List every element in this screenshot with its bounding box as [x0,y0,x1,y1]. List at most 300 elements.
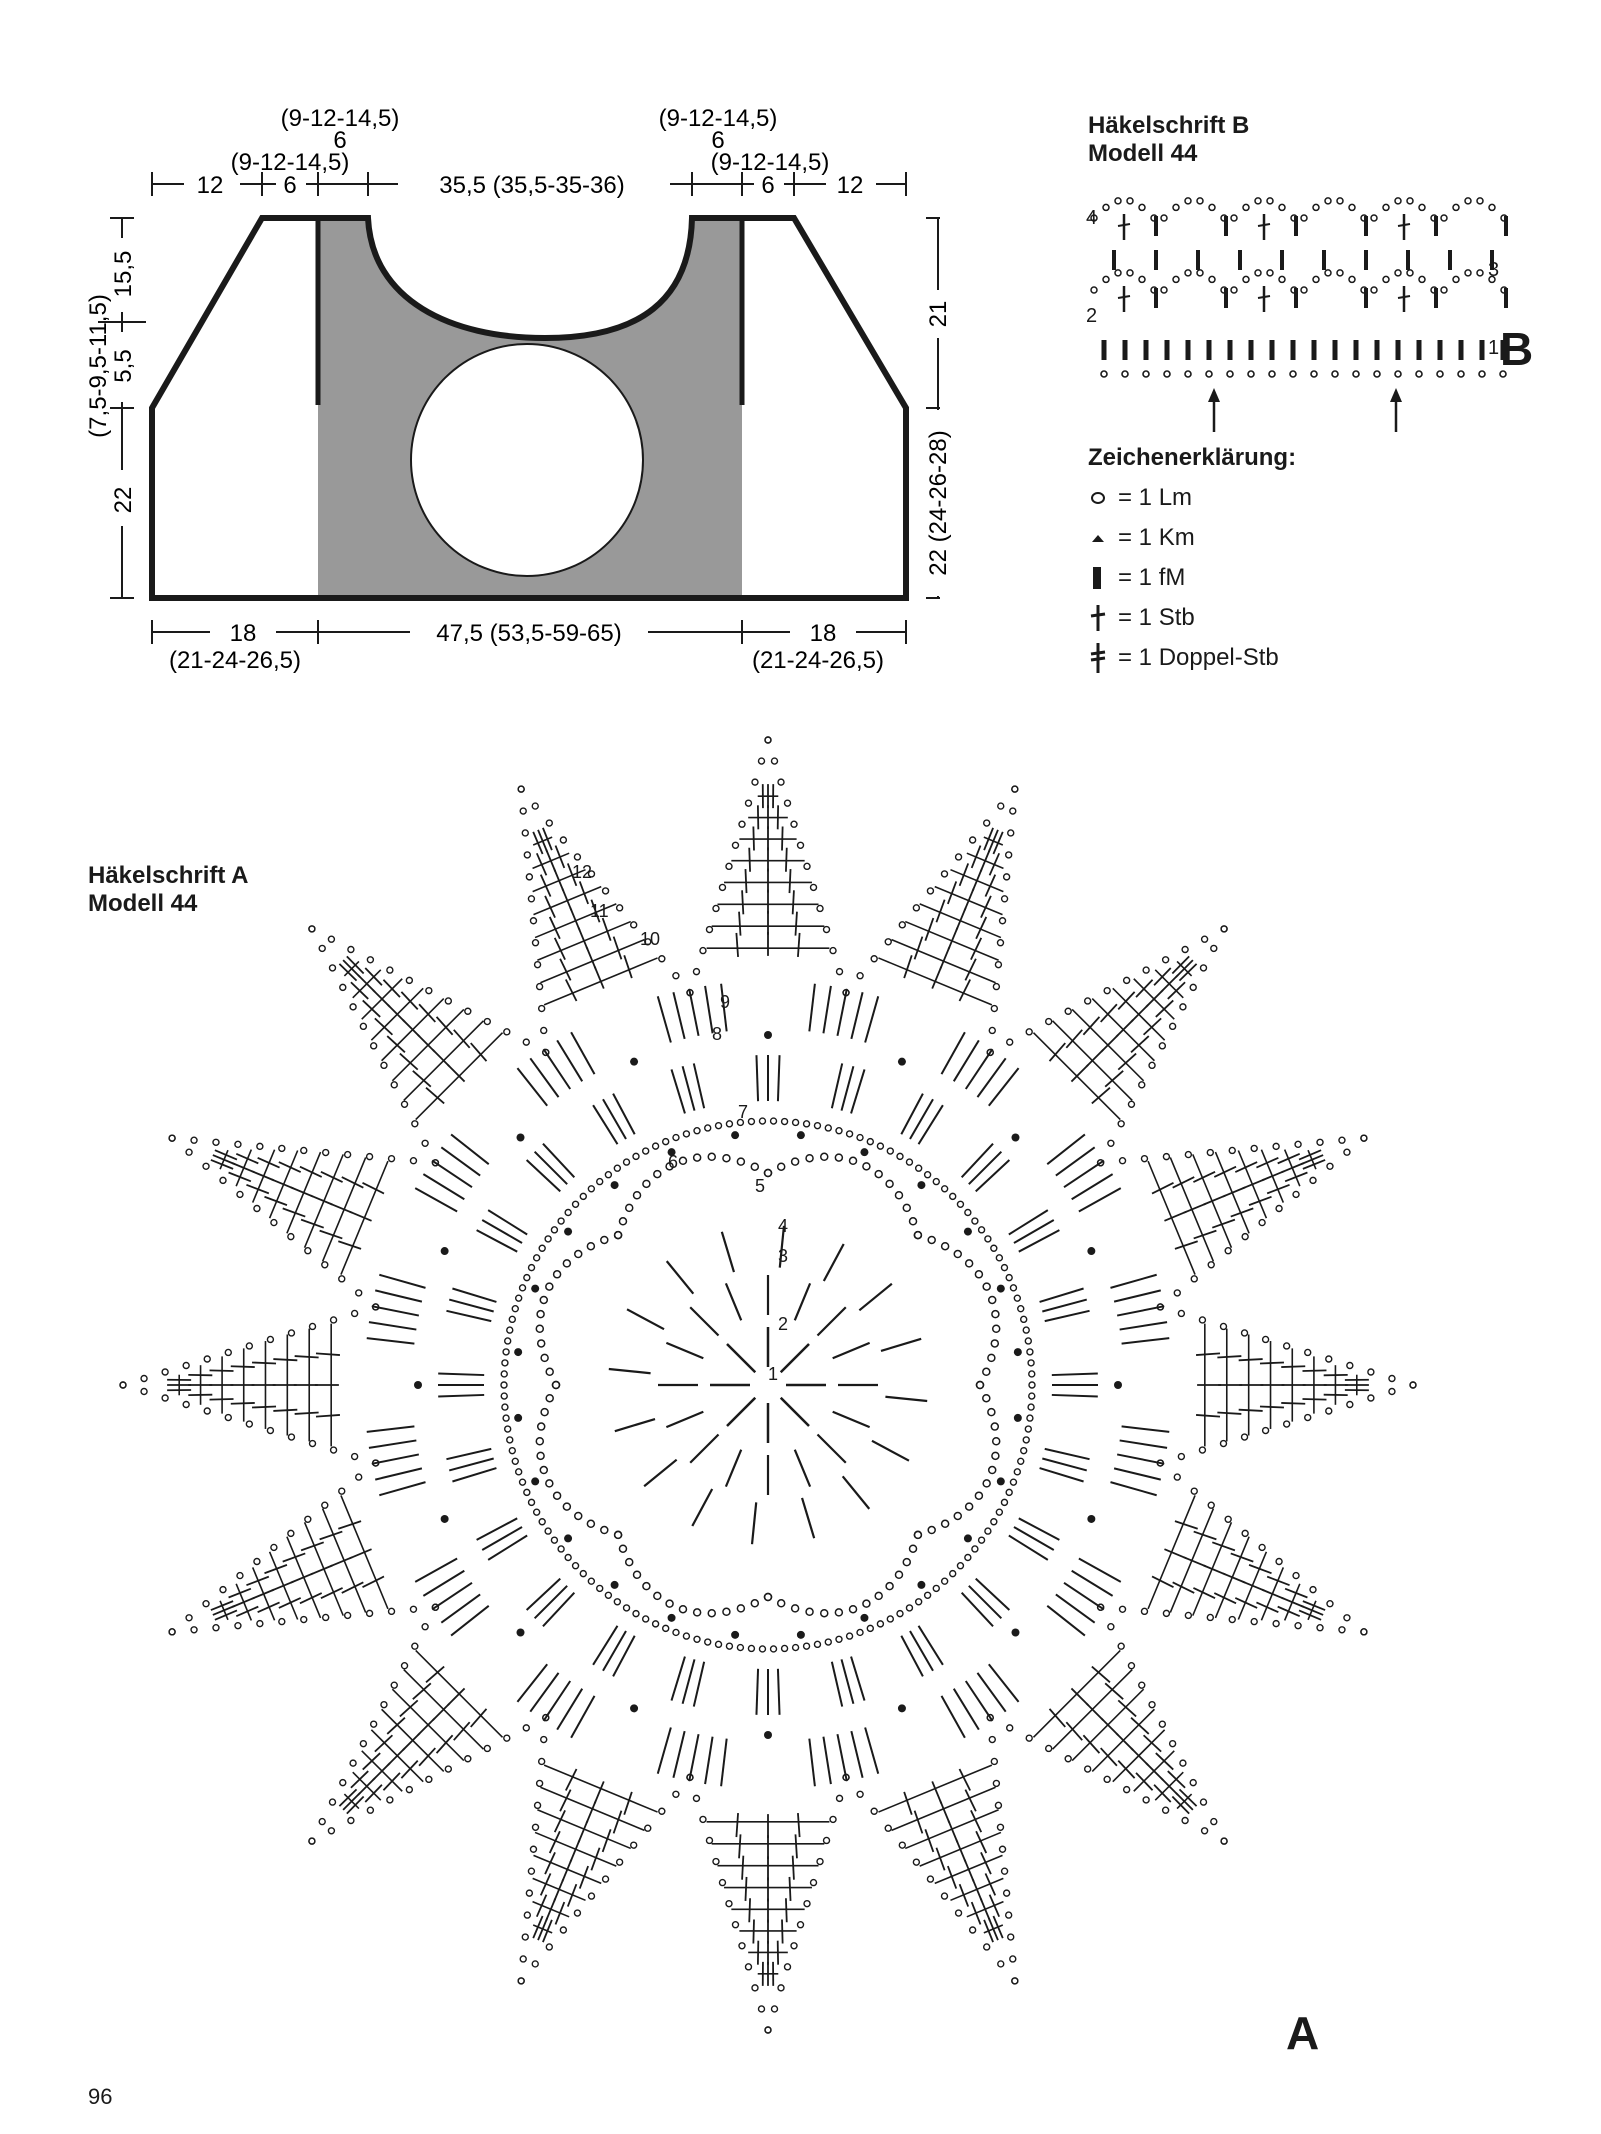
doily-spike-double-crochet [1105,1071,1123,1087]
doily-spike-chain [1220,1323,1226,1329]
doily-round6-chain [512,1458,518,1464]
doily-spike-chain [356,1474,362,1480]
chart-b-single-crochet [1333,340,1338,360]
doily-spike-chain [1180,1760,1186,1766]
doily-spike-double-crochet [753,1919,754,1943]
doily-round6-chain [979,1227,985,1233]
doily-round5-chain [619,1218,626,1225]
doily-spike-chain [1178,1454,1184,1460]
chart-b-chain [1374,371,1380,377]
dim-right-lower: 22 (24-26-28) [925,430,952,576]
doily-spike-double-crochet [1239,1359,1263,1360]
doily-spike-chain [1010,808,1016,814]
doily-round5-chain [563,1503,570,1510]
chart-b-row4-chain [1349,204,1355,210]
doily-spike-chain [1010,1956,1016,1962]
doily-round7-stitch [962,1144,993,1178]
doily-spike-chain [1242,1234,1248,1240]
doily-round5-chain [634,1192,641,1199]
doily-round6-chain [942,1578,948,1584]
doily-spike-double-crochet [1194,1231,1217,1239]
doily-spike-chain [798,1922,804,1928]
doily-round7-stitch [756,1055,758,1101]
chart-a-title-line2: Modell 44 [88,890,198,917]
chart-b-single-crochet [1144,340,1149,360]
chart-b-row2-double-crochet-bar [1258,296,1270,298]
doily-round7-stitch [1009,1210,1048,1234]
doily-round6-chain [916,1599,922,1605]
doily-spike-chain [991,1006,997,1012]
chart-b-row4-single-crochet [1504,216,1508,236]
chart-b-single-crochet [1375,340,1380,360]
doily-round9-single-crochet [1087,1247,1095,1255]
chart-a-title-line1: Häkelschrift A [88,862,249,889]
doily-round7-stitch [477,1230,518,1252]
doily-spike-double-crochet [342,1582,364,1593]
chart-b-row-label-2: 3 [1488,259,1500,281]
doily-spike-chain [631,922,637,928]
doily-round6-chain [507,1437,513,1443]
doily-spike-chain [524,1912,530,1918]
doily-spike-chain [1143,967,1149,973]
doily-spike-chain [504,1029,510,1035]
doily-spike-chain [288,1434,294,1440]
doily-spike-double-crochet [1302,1370,1326,1371]
doily-spike-double-crochet [1105,1683,1123,1699]
doily-round5-chain [546,1368,553,1375]
doily-round5-chain [540,1467,547,1474]
doily-spike-double-crochet [1281,1366,1305,1367]
doily-round2-stitch [817,1434,845,1462]
doily-spike-chain [1149,1702,1155,1708]
doily-round3-stitch [872,1441,909,1461]
doily-round5-chain [765,1594,772,1601]
doily-spike-chain [700,1816,706,1822]
doily-spike-chain [995,962,1001,968]
chart-b-title-line1: Häkelschrift B [1088,112,1250,139]
doily-round7-stitch [910,1099,933,1139]
dim-left-mid: 5,5 [110,349,137,383]
doily-spike-chain [617,1859,623,1865]
doily-round5-chain [991,1340,998,1347]
doily-spike-chain [402,1663,408,1669]
doily-spike-double-crochet [537,853,547,875]
doily-round2-stitch [795,1450,810,1487]
doily-spike-chain [830,948,836,954]
doily-spike-double-crochet [400,1700,418,1716]
doily-round6-chain [957,1563,963,1569]
doily-round5-chain [875,1171,882,1178]
doily-spike-chain [523,1725,529,1731]
doily-spike-chain [857,1791,863,1797]
doily-spike-double-crochet [316,1353,340,1355]
chart-b-row4-single-crochet [1154,216,1158,236]
doily-spike-chain [422,1624,428,1630]
doily-spike-double-crochet [782,827,783,851]
doily-round3-stitch [644,1460,677,1487]
chart-b-row3-single-crochet [1448,250,1452,270]
doily-spike-double-crochet [1260,1362,1284,1363]
doily-round-label-1: 1 [768,1364,779,1384]
doily-spike-double-crochet [1285,1173,1307,1182]
doily-spike-chain [899,922,905,928]
doily-spike-chain [1310,1587,1316,1593]
doily-spike-chain [532,803,538,809]
doily-spike-chain [673,1791,679,1797]
doily-spike-chain [237,1573,243,1579]
doily-spike-chain [700,948,706,954]
doily-round6-chain [771,1646,777,1652]
doily-round7-stitch [901,1636,923,1677]
dim-strap-inner-left: (9-12-14,5) [230,149,350,176]
doily-round6-chain [614,1165,620,1171]
doily-round5-chain [537,1311,544,1318]
doily-round9-stitch [851,1731,862,1778]
doily-spike-chain [1178,1310,1184,1316]
doily-spike-double-crochet [1184,1557,1206,1566]
chart-b-row4-chain [1407,198,1413,204]
doily-round6-chain [505,1338,511,1344]
doily-round6-chain [748,1645,754,1651]
doily-round7-stitch [1052,1373,1098,1375]
doily-spike-double-crochet [1083,1017,1099,1035]
doily-spike-double-crochet [342,1177,364,1188]
doily-spike-double-crochet [578,1820,587,1842]
doily-spike-chain [183,1402,189,1408]
doily-spike-chain [305,1516,311,1522]
doily-spike-double-crochet [742,890,743,914]
doily-round6-chain [1001,1499,1007,1505]
chart-b-row4-chain [1419,204,1425,210]
doily-spike-chain [997,1824,1003,1830]
doily-round5-chain [643,1583,650,1590]
legend-item-treble [1088,643,1279,673]
doily-round5-chain [679,1157,686,1164]
doily-round7-stitch [446,1449,491,1459]
doily-round9-single-crochet [414,1381,422,1389]
chart-b-row2-single-crochet [1224,288,1228,308]
doily-round2-stitch [666,1412,703,1427]
chart-b-row4-chain [1255,198,1261,204]
doily-round5-chain [875,1592,882,1599]
doily-round6-chain [759,1118,765,1124]
doily-round7-stitch [1019,1518,1060,1540]
doily-spike-double-crochet [413,1071,431,1087]
doily-spike-double-crochet [413,1683,431,1699]
chart-b-row4-chain [1453,204,1459,210]
doily-round6-chain [836,1636,842,1642]
doily-spike-double-crochet [546,849,555,871]
doily-round6-chain [1018,1458,1024,1464]
doily-spike-double-crochet [566,1769,577,1790]
doily-round7-stitch [593,1105,617,1144]
doily-round6-chain [597,1585,603,1591]
doily-spike-double-crochet [362,1183,383,1194]
doily-spike-double-crochet [349,1549,371,1558]
doily-round6-chain [877,1143,883,1149]
doily-spike-double-crochet [1131,1748,1148,1765]
doily-round6-chain [847,1131,853,1137]
doily-round7-stitch [613,1094,635,1135]
doily-round6-chain [957,1201,963,1207]
doily-spike-chain [1124,977,1130,983]
doily-round5-chain [643,1180,650,1187]
doily-spike-double-crochet [1281,1163,1303,1172]
doily-round6-chain [1010,1479,1016,1485]
doily-round5-chain [850,1157,857,1164]
doily-spike-double-crochet [1118,1054,1136,1070]
doily-spike-chain [1207,1150,1213,1156]
doily-spike-double-crochet [789,1877,790,1901]
doily-spike-chain [162,1369,168,1375]
doily-spike-chain [574,854,580,860]
doily-spike-double-crochet [795,912,796,936]
doily-spike-double-crochet [959,1769,970,1790]
doily-round5-chain [806,1608,813,1615]
doily-spike-chain [323,1614,329,1620]
doily-spike-chain [391,1682,397,1688]
doily-round-label-2: 2 [778,1314,789,1334]
chart-b-letter: B [1500,323,1534,375]
doily-round5-chain [615,1531,622,1538]
doily-round5-chain [737,1605,744,1612]
doily-spike-double-crochet [972,846,981,868]
chart-b-row-label-3: 2 [1086,305,1098,327]
doily-round-label-7: 7 [738,1102,749,1122]
doily-round7-single-crochet [797,1631,805,1639]
doily-round5-chain [546,1283,553,1290]
doily-spike-chain [445,998,451,1004]
doily-spike-chain [673,973,679,979]
doily-spike-double-crochet [782,1919,783,1943]
doily-round9-single-crochet [1114,1381,1122,1389]
doily-round9-stitch [823,1737,830,1784]
doily-spike-chain [659,1808,665,1814]
doily-round7-single-crochet [997,1285,1005,1293]
chart-b-row4-chain [1465,198,1471,204]
doily-spike-double-crochet [736,933,738,957]
doily-round3-stitch [824,1244,844,1281]
doily-round9-single-crochet [898,1704,906,1712]
doily-round9-single-crochet [1011,1134,1019,1142]
doily-spike-chain [997,940,1003,946]
doily-spike-double-crochet [959,979,970,1000]
doily-spike-chain [1251,1619,1257,1625]
doily-round9-stitch [809,1739,815,1787]
doily-round5-chain [540,1296,547,1303]
doily-spike-double-crochet [742,1856,743,1880]
doily-spike-double-crochet [320,1532,343,1540]
doily-round5-chain [601,1236,608,1243]
doily-round7-single-crochet [797,1131,805,1139]
doily-spike-chain [1104,1776,1110,1782]
doily-round6-chain [694,1128,700,1134]
doily-spike-chain [1163,1807,1169,1813]
doily-spike-chain [645,1825,651,1831]
doily-spike-chain [1295,1623,1301,1629]
doily-spike-chain [1120,1158,1126,1164]
doily-spike-chain [528,1868,534,1874]
doily-round9-stitch [367,1426,415,1432]
chart-a-doily [0,700,1601,2080]
doily-round7-stitch [488,1210,527,1234]
doily-round3-stitch [802,1498,814,1538]
doily-round-label-8: 8 [712,1024,723,1044]
doily-round3-stitch [722,1232,734,1272]
doily-round7-stitch [613,1636,635,1677]
doily-spike-chain [1170,1741,1176,1747]
doily-spike-chain [465,1008,471,1014]
doily-round9-single-crochet [1011,1628,1019,1636]
doily-round6-chain [1021,1316,1027,1322]
doily-spike-chain [381,1062,387,1068]
doily-spike-chain [523,1039,529,1045]
doily-spike-chain [989,1027,995,1033]
doily-spike-chain [1225,1248,1231,1254]
chart-b-single-crochet [1291,340,1296,360]
doily-spike-chain [356,1290,362,1296]
doily-spike-double-crochet [349,1212,371,1221]
doily-spike-double-crochet [793,890,794,914]
doily-spike-chain [617,905,623,911]
doily-spike-double-crochet [990,1895,1000,1917]
doily-spike-chain [254,1558,260,1564]
doily-spike-chain [993,984,999,990]
doily-spike-chain [1004,1890,1010,1896]
chart-b-row2-chain [1313,276,1319,282]
doily-spike-chain [991,1758,997,1764]
doily-spike-double-crochet [1152,1183,1173,1194]
doily-round9-single-crochet [441,1247,449,1255]
doily-round6-chain [867,1139,873,1145]
doily-round9-single-crochet [630,1058,638,1066]
doily-spike-chain [1006,1912,1012,1918]
doily-round6-chain [501,1393,507,1399]
doily-spike-chain [824,1837,830,1843]
doily-spike-chain [998,803,1004,809]
doily-round6-chain [887,1616,893,1622]
doily-spike-chain [927,888,933,894]
doily-spike-double-crochet [454,1722,470,1740]
doily-round2-stitch [666,1343,703,1358]
doily-spike-chain [1174,1474,1180,1480]
dim-bottom-left: 18 [229,620,257,647]
doily-spike-double-crochet [603,918,611,941]
doily-round5-chain [975,1492,982,1499]
doily-round6-chain [996,1509,1002,1515]
chart-b-row4-single-crochet [1434,216,1438,236]
doily-spike-double-crochet [587,947,596,969]
chart-b-single-crochet [1102,340,1107,360]
doily-round6-chain [759,1646,765,1652]
doily-round5-chain [792,1605,799,1612]
doily-spike-chain [1327,1601,1333,1607]
doily-round5-chain [989,1296,996,1303]
doily-spike-chain [367,1807,373,1813]
doily-round5-chain [821,1610,828,1617]
doily-spike-double-crochet [301,1542,324,1550]
doily-spike-chain [1065,1008,1071,1014]
doily-spike-double-crochet [295,1356,319,1357]
doily-round6-chain [529,1265,535,1271]
doily-spike-chain [1310,1177,1316,1183]
doily-round6-chain [726,1643,732,1649]
doily-spike-double-crochet [437,1017,453,1035]
doily-round5-chain [903,1204,910,1211]
doily-round6-chain [545,1528,551,1534]
doily-round7-stitch [1045,1311,1090,1321]
chart-b-row4-chain [1279,204,1285,210]
treble-crochet-icon [1088,643,1112,673]
doily-round7-stitch [976,1160,1010,1191]
doily-spike-chain [235,1623,241,1629]
doily-spike-double-crochet [753,827,754,851]
doily-round7-stitch [446,1311,491,1321]
doily-round9-single-crochet [517,1628,525,1636]
doily-spike-chain [970,837,976,843]
doily-spike-chain [1293,1191,1299,1197]
doily-round9-stitch [1114,1468,1161,1479]
doily-spike-chain [271,1220,277,1226]
doily-spike-chain [560,837,566,843]
doily-spike-chain [995,1802,1001,1808]
doily-spike [169,1460,438,1635]
doily-spike-chain [726,863,732,869]
doily-round7-stitch [1014,1527,1054,1550]
doily-spike-double-crochet [1285,1589,1307,1598]
doily-spike-chain [533,1824,539,1830]
doily-spike-chain [426,1776,432,1782]
doily-spike-double-crochet [614,937,622,960]
doily-round6-chain [726,1121,732,1127]
doily-round9-stitch [673,1731,684,1778]
chart-b-row2-chain [1441,287,1447,293]
doily-spike-chain [1242,1330,1248,1336]
doily-spike-double-crochet [904,1792,912,1815]
doily-spike-chain [406,1787,412,1793]
legend-item-slip [1088,523,1195,553]
chart-b-row2-single-crochet [1434,288,1438,308]
doily-spike-chain [726,1901,732,1907]
doily-round6-chain [916,1165,922,1171]
doily-round6-chain [588,1186,594,1192]
dim-right-upper: 21 [925,300,952,328]
chart-b-row3-single-crochet [1322,250,1326,270]
doily-round2-stitch [726,1283,741,1320]
doily-round6-chain [793,1645,799,1651]
doily-spike-chain [1163,957,1169,963]
doily-spike-chain [1149,1062,1155,1068]
doily-spike-chain [279,1619,285,1625]
doily-round6-chain [524,1489,530,1495]
doily-round6-chain [565,1555,571,1561]
doily-round5-chain [993,1325,1000,1332]
doily-round7-stitch [449,1459,493,1471]
doily-round5-chain [546,1395,553,1402]
doily-spike-chain [1389,1389,1395,1395]
doily-spike-chain [220,1587,226,1593]
doily-spike-double-crochet [904,955,912,978]
doily-round6-chain [516,1295,522,1301]
doily-spike-double-crochet [948,1820,957,1842]
doily-spike-chain [1201,1799,1207,1805]
doily-spike-double-crochet [273,1410,297,1411]
doily-round6-chain [950,1193,956,1199]
chart-b-arrowhead-2 [1390,388,1402,402]
doily-round6-chain [996,1255,1002,1261]
doily-round3-stitch [859,1284,892,1311]
doily-spike-double-crochet [229,1589,251,1598]
